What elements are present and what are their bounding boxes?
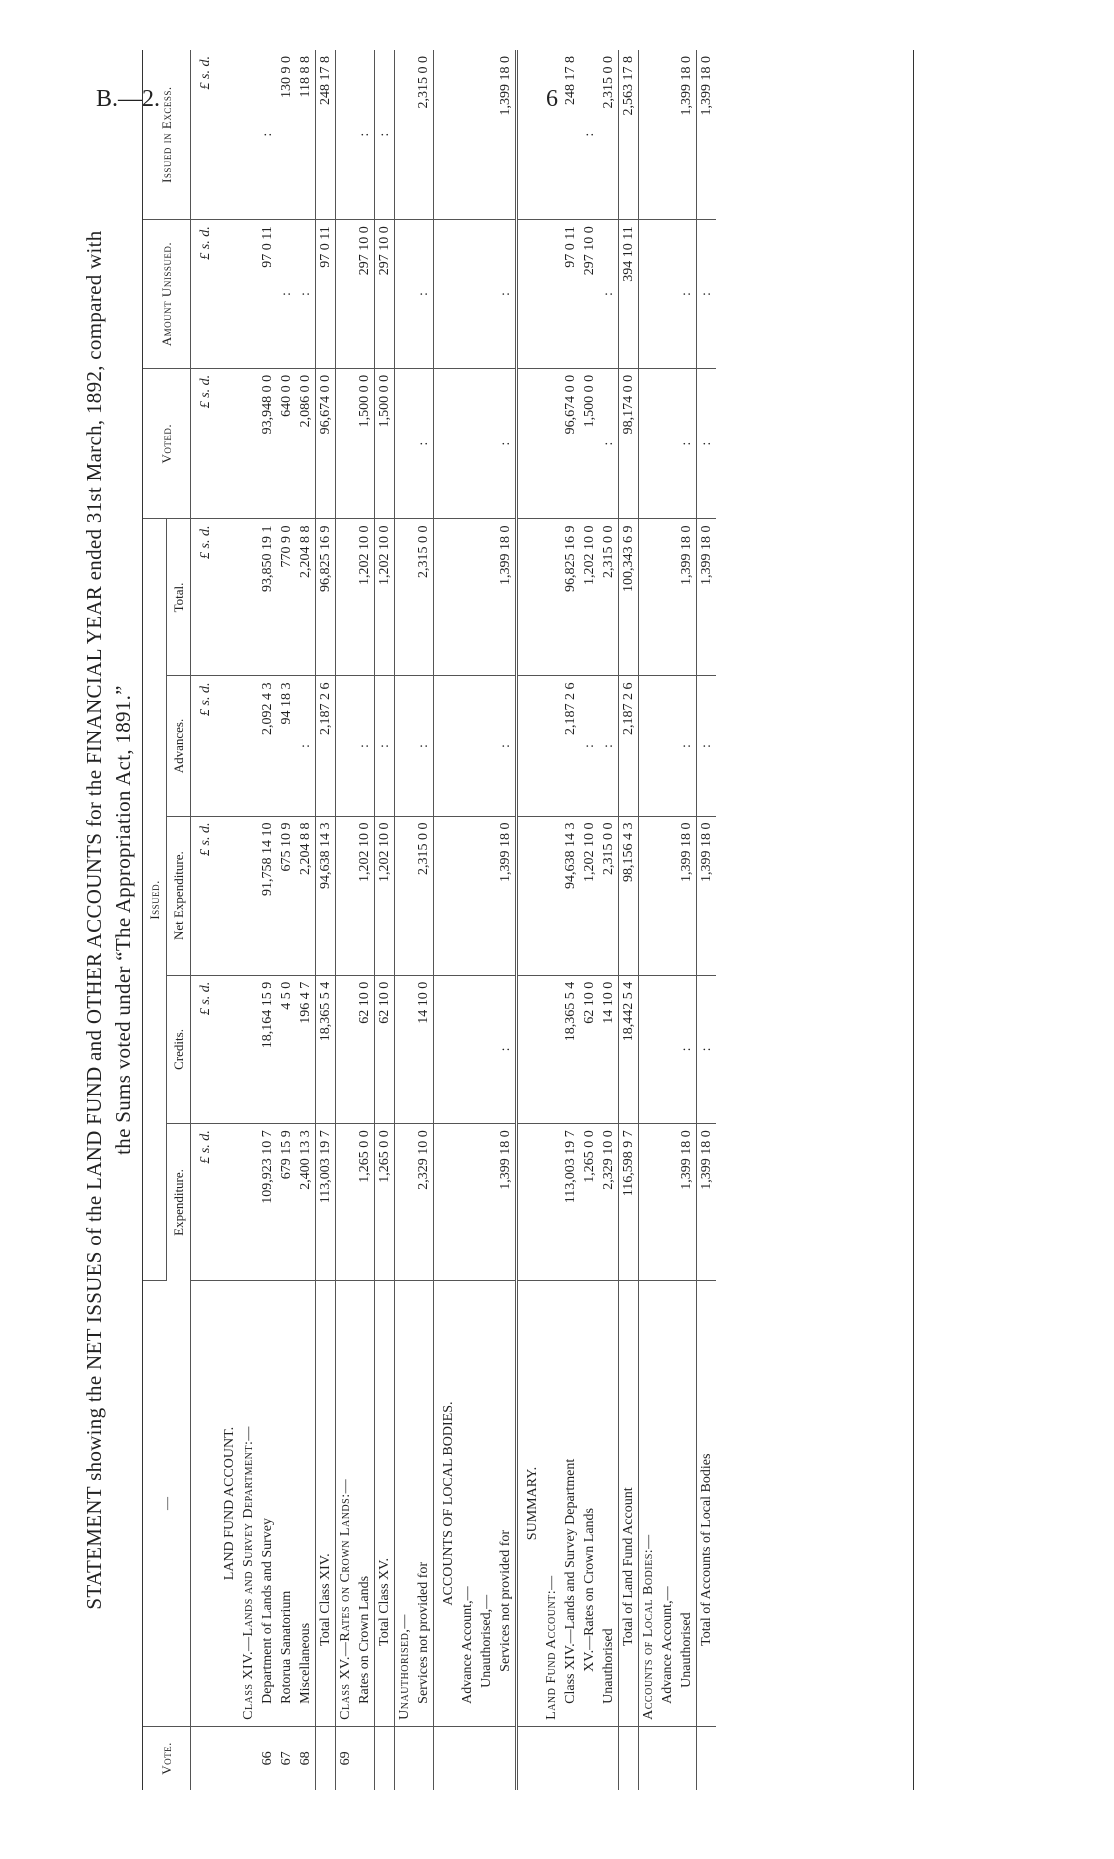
row-label: Services not provided for [496, 1281, 517, 1727]
cell-unissued: 97 0 11 [258, 220, 277, 369]
total-label: Total Class XIV. [316, 1281, 336, 1727]
cell-total: 1,399 18 0 [677, 519, 697, 676]
cell-total: 2,315 0 0 [599, 519, 619, 676]
cell-credits: : [677, 975, 697, 1124]
row-label: Miscellaneous [296, 1281, 316, 1727]
cell-credits: : [496, 975, 517, 1124]
cell-net-expenditure: 2,315 0 0 [599, 816, 619, 975]
cell-voted: 1,500 0 0 [580, 368, 599, 519]
col-issued: Issued. [143, 519, 167, 1281]
section-heading: LAND FUND ACCOUNT. [215, 1281, 239, 1727]
col-voted: Voted. [143, 368, 191, 519]
section-heading-row [215, 50, 239, 1790]
cell-unissued: : [277, 220, 296, 369]
cell-expenditure: 679 15 9 [277, 1124, 296, 1281]
cell-net-expenditure: 1,399 18 0 [697, 816, 717, 975]
cell-expenditure: 113,003 19 7 [561, 1124, 580, 1281]
subheading: Unauthorised,— [477, 1281, 496, 1727]
col-expenditure: Expenditure. [167, 1124, 191, 1281]
cell-credits: 18,442 5 4 [619, 975, 639, 1124]
cell-net-expenditure: 675 10 9 [277, 816, 296, 975]
cell-voted: 98,174 0 0 [619, 368, 639, 519]
cell-unissued: 297 10 0 [355, 220, 375, 369]
cell-voted: 1,500 0 0 [355, 368, 375, 519]
cell-total: 770 9 0 [277, 519, 296, 676]
cell-voted: 93,948 0 0 [258, 368, 277, 519]
unit-label: £ s. d. [191, 975, 216, 1124]
cell-unissued: : [677, 220, 697, 369]
cell-unissued: 97 0 11 [316, 220, 336, 369]
cell-advances: : [296, 676, 316, 816]
col-advances: Advances. [167, 676, 191, 816]
vote-number: 68 [298, 1751, 313, 1766]
vote-number: 69 [336, 1726, 356, 1790]
cell-unissued: : [414, 220, 434, 369]
cell-credits: 196 4 7 [296, 975, 316, 1124]
section-heading: ACCOUNTS OF LOCAL BODIES. [434, 1281, 459, 1727]
cell-advances: : [580, 676, 599, 816]
cell-excess: 2,315 0 0 [414, 50, 434, 220]
cell-total: 100,343 6 9 [619, 519, 639, 676]
cell-advances: : [375, 676, 395, 816]
cell-credits: : [697, 975, 717, 1124]
title-line-2: the Sums voted under “The Appropriation Act, 1891.” [111, 685, 135, 1155]
class-heading: Unauthorised,— [395, 1281, 415, 1727]
statement-table [143, 50, 716, 1790]
cell-advances: 2,092 4 3 [258, 676, 277, 816]
row-label: Rotorua Sanatorium [277, 1281, 296, 1727]
cell-advances: : [677, 676, 697, 816]
row-label: Unauthorised [599, 1281, 619, 1727]
cell-credits: 14 10 0 [599, 975, 619, 1124]
cell-excess: 1,399 18 0 [697, 50, 717, 220]
cell-advances: : [414, 676, 434, 816]
cell-advances: 2,187 2 6 [619, 676, 639, 816]
cell-excess: 1,399 18 0 [496, 50, 517, 220]
total-row [697, 50, 717, 1790]
cell-voted: : [697, 368, 717, 519]
col-net-expenditure: Net Expenditure. [167, 816, 191, 975]
row-label: Rates on Crown Lands [355, 1281, 375, 1727]
cell-excess: : [355, 50, 375, 220]
cell-credits: 62 10 0 [355, 975, 375, 1124]
cell-expenditure: 116,598 9 7 [619, 1124, 639, 1281]
subheading-row [477, 50, 496, 1790]
unit-label: £ s. d. [191, 50, 216, 220]
cell-excess: 248 17 8 [561, 50, 580, 220]
cell-unissued: 297 10 0 [580, 220, 599, 369]
cell-expenditure: 2,329 10 0 [599, 1124, 619, 1281]
cell-unissued: 297 10 0 [375, 220, 395, 369]
total-label: Total of Accounts of Local Bodies [697, 1281, 717, 1727]
table-row [561, 50, 580, 1790]
table-row [580, 50, 599, 1790]
cell-total: 2,315 0 0 [414, 519, 434, 676]
subheading: Advance Account,— [458, 1281, 477, 1727]
row-label: Services not provided for [414, 1281, 434, 1727]
subheading-row [542, 50, 561, 1790]
cell-excess: : [580, 50, 599, 220]
cell-total: 96,825 16 9 [316, 519, 336, 676]
cell-excess: 118 8 8 [296, 50, 316, 220]
cell-credits: 18,365 5 4 [561, 975, 580, 1124]
col-vote: Vote. [143, 1726, 191, 1790]
cell-net-expenditure: 2,204 8 8 [296, 816, 316, 975]
cell-net-expenditure: 2,315 0 0 [414, 816, 434, 975]
col-description: — [143, 1281, 191, 1727]
col-credits: Credits. [167, 975, 191, 1124]
title-line-1: STATEMENT showing the NET ISSUES of the LAND FUND and OTHER ACCOUNTS for the FINANCIAL YEAR ended 31st March, 1892, compared with [82, 230, 106, 1610]
total-label: Total Class XV. [375, 1281, 395, 1727]
cell-credits: 4 5 0 [277, 975, 296, 1124]
table-row [599, 50, 619, 1790]
cell-expenditure: 1,265 0 0 [580, 1124, 599, 1281]
cell-net-expenditure: 1,202 10 0 [375, 816, 395, 975]
cell-unissued: : [296, 220, 316, 369]
section-heading: SUMMARY. [517, 1281, 543, 1727]
cell-advances: : [496, 676, 517, 816]
subheading-row [458, 50, 477, 1790]
cell-net-expenditure: 1,399 18 0 [496, 816, 517, 975]
cell-voted: 640 0 0 [277, 368, 296, 519]
cell-total: 1,202 10 0 [355, 519, 375, 676]
vote-number: 67 [279, 1751, 294, 1766]
cell-advances: 2,187 2 6 [316, 676, 336, 816]
subheading: Land Fund Account:— [542, 1281, 561, 1727]
cell-voted: 1,500 0 0 [375, 368, 395, 519]
total-label: Total of Land Fund Account [619, 1281, 639, 1727]
cell-advances: 94 18 3 [277, 676, 296, 816]
page-reference: B.—2. [96, 86, 161, 112]
cell-expenditure: 109,923 10 7 [258, 1124, 277, 1281]
cell-expenditure: 2,329 10 0 [414, 1124, 434, 1281]
cell-advances: 2,187 2 6 [561, 676, 580, 816]
cell-total: 96,825 16 9 [561, 519, 580, 676]
cell-excess: 130 9 0 [277, 50, 296, 220]
rotated-statement [80, 40, 930, 1800]
cell-net-expenditure: 94,638 14 3 [561, 816, 580, 975]
cell-advances: : [355, 676, 375, 816]
cell-excess: : [258, 50, 277, 220]
cell-expenditure: 1,399 18 0 [496, 1124, 517, 1281]
cell-total: 1,202 10 0 [580, 519, 599, 676]
cell-unissued: 97 0 11 [561, 220, 580, 369]
class-heading-row [239, 50, 258, 1790]
total-row [619, 50, 639, 1790]
table-row [296, 50, 316, 1790]
col-total: Total. [167, 519, 191, 676]
subheading: Advance Account,— [658, 1281, 677, 1727]
cell-voted: : [677, 368, 697, 519]
table-row [277, 50, 296, 1790]
cell-net-expenditure: 91,758 14 10 [258, 816, 277, 975]
col-amount-unissued: Amount Unissued. [143, 220, 191, 369]
cell-credits: 18,164 15 9 [258, 975, 277, 1124]
cell-excess: 2,315 0 0 [599, 50, 619, 220]
cell-net-expenditure: 94,638 14 3 [316, 816, 336, 975]
cell-voted: : [599, 368, 619, 519]
unit-label: £ s. d. [191, 676, 216, 816]
section-heading-row [434, 50, 459, 1790]
cell-voted: : [414, 368, 434, 519]
cell-credits: 62 10 0 [375, 975, 395, 1124]
unit-label: £ s. d. [191, 368, 216, 519]
header-row-1 [143, 50, 167, 1790]
cell-expenditure: 2,400 13 3 [296, 1124, 316, 1281]
total-row [316, 50, 336, 1790]
cell-unissued: : [697, 220, 717, 369]
cell-total: 1,202 10 0 [375, 519, 395, 676]
class-heading: Class XV.—Rates on Crown Lands:— [336, 1281, 356, 1727]
cell-advances: : [697, 676, 717, 816]
subheading-row [639, 50, 659, 1790]
cell-voted: 96,674 0 0 [561, 368, 580, 519]
cell-total: 93,850 19 1 [258, 519, 277, 676]
cell-total: 2,204 8 8 [296, 519, 316, 676]
cell-expenditure: 1,265 0 0 [375, 1124, 395, 1281]
cell-excess: 2,563 17 8 [619, 50, 639, 220]
vote-number: 66 [260, 1751, 275, 1766]
table-row [414, 50, 434, 1790]
cell-excess: : [375, 50, 395, 220]
row-label: Class XIV.—Lands and Survey Department [561, 1281, 580, 1727]
cell-net-expenditure: 1,202 10 0 [355, 816, 375, 975]
cell-expenditure: 113,003 19 7 [316, 1124, 336, 1281]
cell-unissued: : [496, 220, 517, 369]
table-row [355, 50, 375, 1790]
table-row [496, 50, 517, 1790]
unit-label: £ s. d. [191, 816, 216, 975]
cell-expenditure: 1,399 18 0 [677, 1124, 697, 1281]
class-heading: Class XIV.—Lands and Survey Department:— [239, 1281, 258, 1727]
subheading: Accounts of Local Bodies:— [639, 1281, 659, 1727]
unit-label: £ s. d. [191, 220, 216, 369]
cell-excess: 1,399 18 0 [677, 50, 697, 220]
table-row [677, 50, 697, 1790]
cell-advances: : [599, 676, 619, 816]
total-row [375, 50, 395, 1790]
cell-net-expenditure: 98,156 4 3 [619, 816, 639, 975]
cell-voted: 2,086 0 0 [296, 368, 316, 519]
unit-row [191, 50, 216, 1790]
statement-title [80, 40, 142, 1800]
cell-credits: 62 10 0 [580, 975, 599, 1124]
cell-expenditure: 1,399 18 0 [697, 1124, 717, 1281]
cell-net-expenditure: 1,202 10 0 [580, 816, 599, 975]
cell-credits: 14 10 0 [414, 975, 434, 1124]
row-label: Unauthorised [677, 1281, 697, 1727]
cell-total: 1,399 18 0 [496, 519, 517, 676]
cell-voted: 96,674 0 0 [316, 368, 336, 519]
row-label: XV.—Rates on Crown Lands [580, 1281, 599, 1727]
cell-net-expenditure: 1,399 18 0 [677, 816, 697, 975]
cell-total: 1,399 18 0 [697, 519, 717, 676]
col-issued-in-excess: Issued in Excess. [143, 50, 191, 220]
statement-table-frame [142, 50, 914, 1790]
cell-expenditure: 1,265 0 0 [355, 1124, 375, 1281]
cell-unissued: : [599, 220, 619, 369]
cell-unissued: 394 10 11 [619, 220, 639, 369]
row-label: Department of Lands and Survey [258, 1281, 277, 1727]
unit-label: £ s. d. [191, 1124, 216, 1281]
class-heading-row [395, 50, 415, 1790]
subheading-row [658, 50, 677, 1790]
section-heading-row [517, 50, 543, 1790]
cell-excess: 248 17 8 [316, 50, 336, 220]
page-number: 6 [546, 86, 558, 112]
class-heading-row [336, 50, 356, 1790]
cell-credits: 18,365 5 4 [316, 975, 336, 1124]
cell-voted: : [496, 368, 517, 519]
table-row [258, 50, 277, 1790]
unit-label: £ s. d. [191, 519, 216, 676]
